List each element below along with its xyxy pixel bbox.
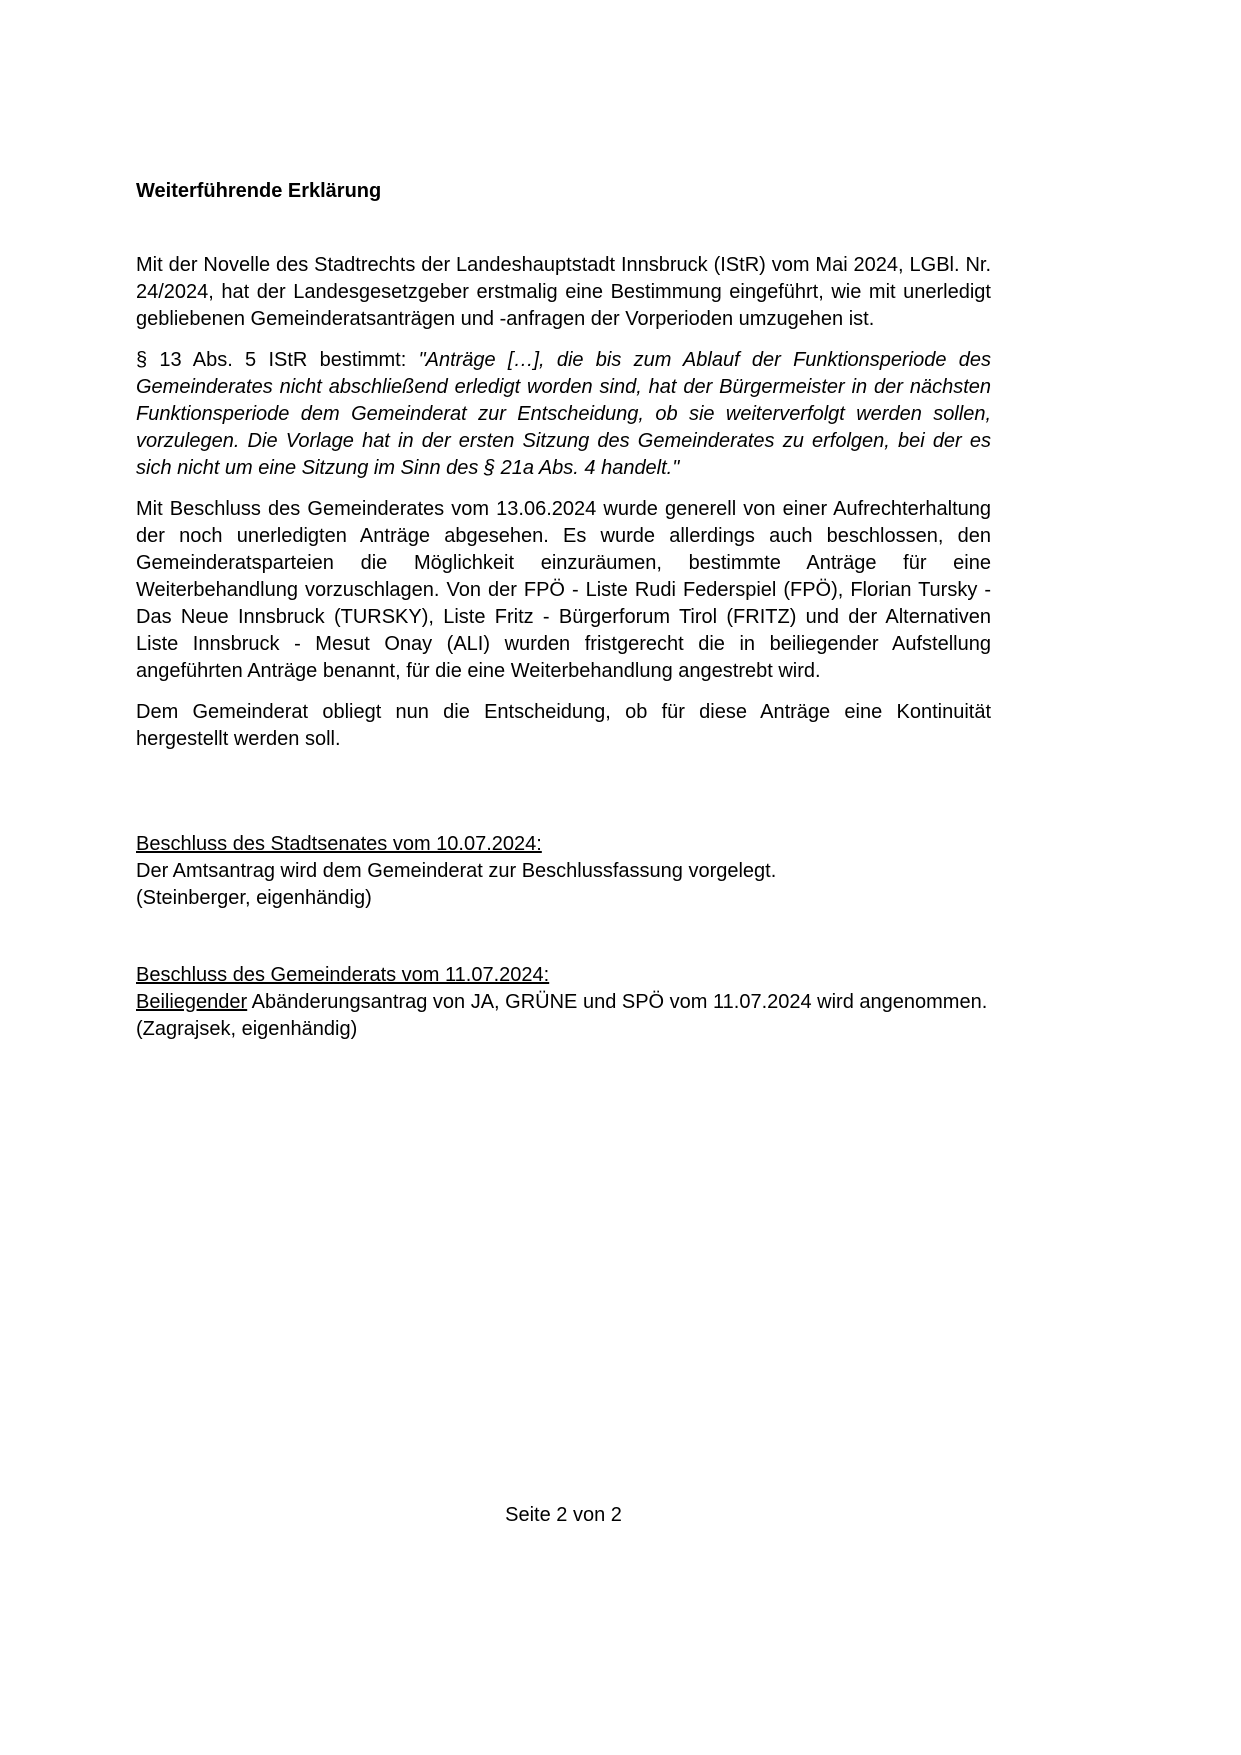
text-span: Mit Beschluss des Gemeinderates vom 13.06.2024 wurde generell von einer Aufrechterhaltung der noch unerledigten Anträge abgesehen. Es wurde allerdings auch beschlossen, den Gemeinderatsparteien die Möglichkeit einzuräumen, bestimmte Anträge für eine Weiterbehandlung vorzuschlagen. Von der FPÖ - Liste Rudi Federspiel (FPÖ), Florian Tursky - Das Neue Innsbruck (TURSKY), Liste Fritz - Bürgerforum Tirol (FRITZ) und der Alternativen Liste Innsbruck - Mesut Onay (ALI) wurden fristgerecht die in beiliegender Aufstellung angeführten Anträge benannt, für die eine Weiterbehandlung angestrebt wird. [136, 498, 991, 682]
paragraph-conclusion [136, 699, 991, 753]
decision-stadtsenat-body [136, 858, 991, 885]
paragraph-statute-quote [136, 347, 991, 482]
decision-gemeinderat-signature: (Zagrajsek, eigenhändig) [136, 1018, 358, 1040]
paragraph-council-decision [136, 496, 991, 685]
text-span: Beiliegender [136, 991, 248, 1013]
text-span: § 13 Abs. 5 IStR bestimmt: [136, 349, 419, 371]
decision-stadtsenat [136, 831, 991, 912]
text-span: Mit der Novelle des Stadtrechts der Landeshauptstadt Innsbruck (IStR) vom Mai 2024, LGBl. Nr. 24/2024, hat der Landesgesetzgeber erstmalig eine Bestimmung eingeführt, wie mit unerledigt gebliebenen Gemeinderatsanträgen und -anfragen der Vorperioden umzugehen ist. [136, 254, 991, 330]
text-span: Abänderungsantrag von JA, GRÜNE und SPÖ vom 11.07.2024 wird angenommen. [247, 991, 988, 1013]
document-content [136, 178, 991, 1043]
text-span: "Anträge […], die bis zum Ablauf der Funktionsperiode des Gemeinderates nicht abschließend erledigt worden sind, hat der Bürgermeister in der nächsten Funktionsperiode dem Gemeinderat zur Entscheidung, ob sie weiterverfolgt werden sollen, vorzulegen. Die Vorlage hat in der ersten Sitzung des Gemeinderates zu erfolgen, bei der es sich nicht um eine Sitzung im Sinn des § 21a Abs. 4 handelt." [136, 349, 991, 479]
decision-gemeinderat-body [136, 989, 991, 1016]
decision-stadtsenat-signature: (Steinberger, eigenhändig) [136, 887, 372, 909]
page-footer: Seite 2 von 2 [505, 1504, 622, 1526]
text-span: Dem Gemeinderat obliegt nun die Entscheidung, ob für diese Anträge eine Kontinuität hergestellt werden soll. [136, 701, 991, 750]
paragraph-intro [136, 252, 991, 333]
document-heading: Weiterführende Erklärung [136, 180, 382, 202]
text-span: Der Amtsantrag wird dem Gemeinderat zur Beschlussfassung vorgelegt. [136, 860, 777, 882]
decision-gemeinderat-title: Beschluss des Gemeinderats vom 11.07.2024: [136, 964, 550, 986]
decision-gemeinderat [136, 962, 991, 1043]
decision-stadtsenat-title: Beschluss des Stadtsenates vom 10.07.2024: [136, 833, 542, 855]
